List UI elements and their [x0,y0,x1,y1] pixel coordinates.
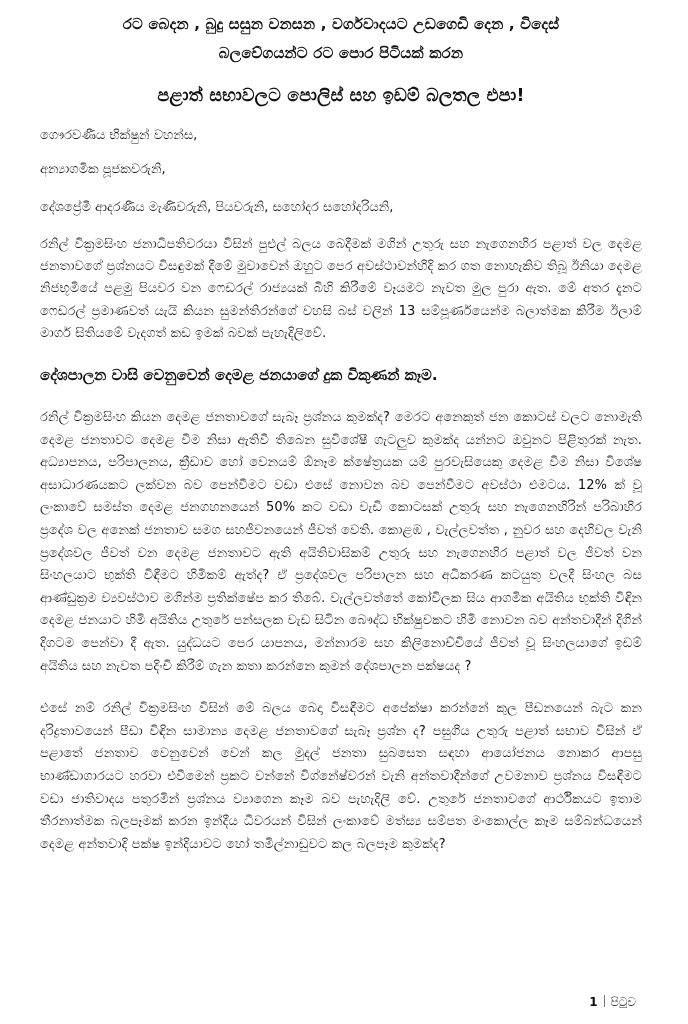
body-paragraph: එසේ නම් රනිල් වික්‍රමසිංහ විසින් මේ බලය බෙදා විසඳීමට අපේක්ෂා කරන්නේ කුල පීඩනයෙන් බැට කන දරිද්‍රතාවයෙන් පීඩා විඳින සාමාන්‍ය දෙමළ ජනතාවගේ සැබෑ ප්‍රශ්න ද? පසුගිය උතුරු පළාත් සභාව විසින් ඒ පළාතේ ජනතාව වෙනුවෙන් වෙන් කල මුදල් ජනතා සුබසෙත සඳහා ආයෝජනය නොකර ආපසු භාණ්ඩාගාරයට හරවා එවීමෙන් ප්‍රකට වන්නේ විග්නේෂ්වරන් වැනි අන්තවාදීන්ගේ උවමනාව ප්‍රශ්නය විසඳීමට වඩා ජාතිවාදය පතුරමින් ප්‍රශ්නය ව්‍යාගෙන කෑම බව පැහැදිලි වේ. උතුරේ ජනතාවගේ ආර්ථිකයට ඉතාම තීරනාත්මක බලපෑමක් කරන ඉන්දීය ධීවරයන් විසින් ලංකාවේ මත්ස්‍ය සම්පත මංකොල්ල කෑම සම්බන්ධයෙන් දෙමළ අන්තවාදි පක්ෂ ඉන්දියාවට හෝ තමිල්නාඩුවට කල බලපෑම කුමක්ද? [40,701,642,852]
title-line-1: රට බෙදන , බුදු සසුන වනසන , වර්ගවාදයට උඩගෙඩි දෙන , විදෙස් [122,15,560,33]
page-number: 1 [589,995,598,1009]
body-paragraph: රනිල් වික්‍රමසිංහ ජනාධිපතිවරයා විසින් පුළුල් බලය බෙදීමක් මගින් උතුරු සහ නැගෙනහිර පළාත් වල දෙමළ ජනතාවගේ ප්‍රශ්නයට විසඳුමක් දීමේ මුවාවෙන් ඔහුට පෙර අවස්ථාවන්හිදි කර ගත නොහැකිව තිබූ ඊනියා දෙමළ නිජභූමියේ පළමු පියවර වන ෆෙඩරල් රාජ්‍යයක් බිහි කිරීමේ වෑයමට නැවත මුල පුරා ඇත. මේ අතර දැනට ෆෙඩරල් ප්‍රමාණවත් යැයි කියන සුමන්තිරන්ගේ වහසි බස් වලින් 13 සම්පූර්ණයෙන්ම බලාත්මක කිරීම ඊලාම් මාර්ග සිතියමේ වැදගත් කඩ ඉමක් බවක් පැහැදිලිවේ. [40,237,643,341]
title-line-2: බලවේගයන්ට රට පොර පිටියක් කරන [218,44,464,62]
footer-divider [604,995,605,1007]
document-title [40,10,642,68]
salutation-public: දේශප්‍රේමී ආදරණීය මැණිවරුනි, පියවරුනි, සහෝදර සහෝදරියනි, [40,200,394,215]
page-footer [589,995,636,1010]
salutation-monks: ගෞරවණීය භික්ෂුන් වහන්ස, [40,128,198,143]
section-heading: දේශපාලන වාසි වෙනුවෙන් දෙමළ ජනයාගේ දුක විකුණන් කෑම. [40,366,438,385]
salutation-clergy: අන්‍යාගමික පූජකවරුනි, [40,162,166,177]
page-label: පිටුව [610,995,636,1009]
body-paragraph: රනිල් වික්‍රමසිංහ කියන දෙමළ ජනතාවගේ සැබෑ ප්‍රශ්නය කුමක්ද? මෙරට අනෙකුත් ජන කොටස් වලට නොමැති දෙමළ ජනතාවට දෙමළ වීම නිසා ඇතිවී තිබෙන සුවිශේෂී ගැටලුව කුමක්ද යන්නට ඔවුනට පිළිතුරක් නැත. අධ්‍යාපනය, පරිපාලනය, ක්‍රීඩාව හෝ වෙනයම් ඕනෑම ක්ෂේත්‍රයක යම් පුරවැසියෙකු දෙමළ වීම නිසා විශේෂ අසාධාරණයකට ලක්වන බව පෙන්වීමට වඩා එසේ නොවන බව පෙන්වීමට අවස්ථා එමටය. 12% ක් වූ ලංකාවේ සමස්ත දෙමළ ජනගහනයෙන් 50% කට වඩා වැඩි කොටසක් උතුරු සහ නැගෙනහිරින් පරිබාහිර ප්‍රදේශ වල අනෙක් ජනතාව සමග සහජීවනයෙන් ජීවත් වෙති. කොළඹ , වැල්ලවත්ත , නුවර සහ දෙහිවල වැනි ප්‍රදේශවල ජීවත් වන දෙමළ ජනතාවට ඇති අයිතිවාසිකම් උතුරු සහ නැගෙනහිර පළාත් වල ජීවත් වන සිංහලයාට භුක්ති විඳීමට හිමිකම් ඇත්ද? ඒ ප්‍රදේශවල පරිපාලන සහ අධිකරණ කටයුතු වලදී සිංහල බස ආණ්ඩුක්‍රම ව්‍යවස්ථාව මගින්ම ප්‍රතික්ෂේප කර තිබේ. වැල්ලවත්තේ කෝවිලක සිය ආගමික අයිතිය භුක්ති විඳින දෙමළ ජනයාට හිමි අයිතිය උතුරේ පන්සලක වැඩ සිටින බෞද්ධ භික්ෂුවකට හිමි නොවන බව අන්තවාදීන් දිගින් දිගටම පෙන්වා දී ඇත. යුද්ධයට පෙර යාපනය, මන්නාරම සහ කිලිනොච්චියේ ජීවත් වූ සිංහලයාගේ ඉඩම් අයිතිය සහ නැවත පදිංචි කිරීම් ගැන කතා කරන්නෙ කුමන් දේශපාලන පක්ෂයද ? [40,410,643,674]
headline: පළාත් සභාවලට පොලිස් සහ ඉඩම් බලතල එපා! [157,86,525,106]
